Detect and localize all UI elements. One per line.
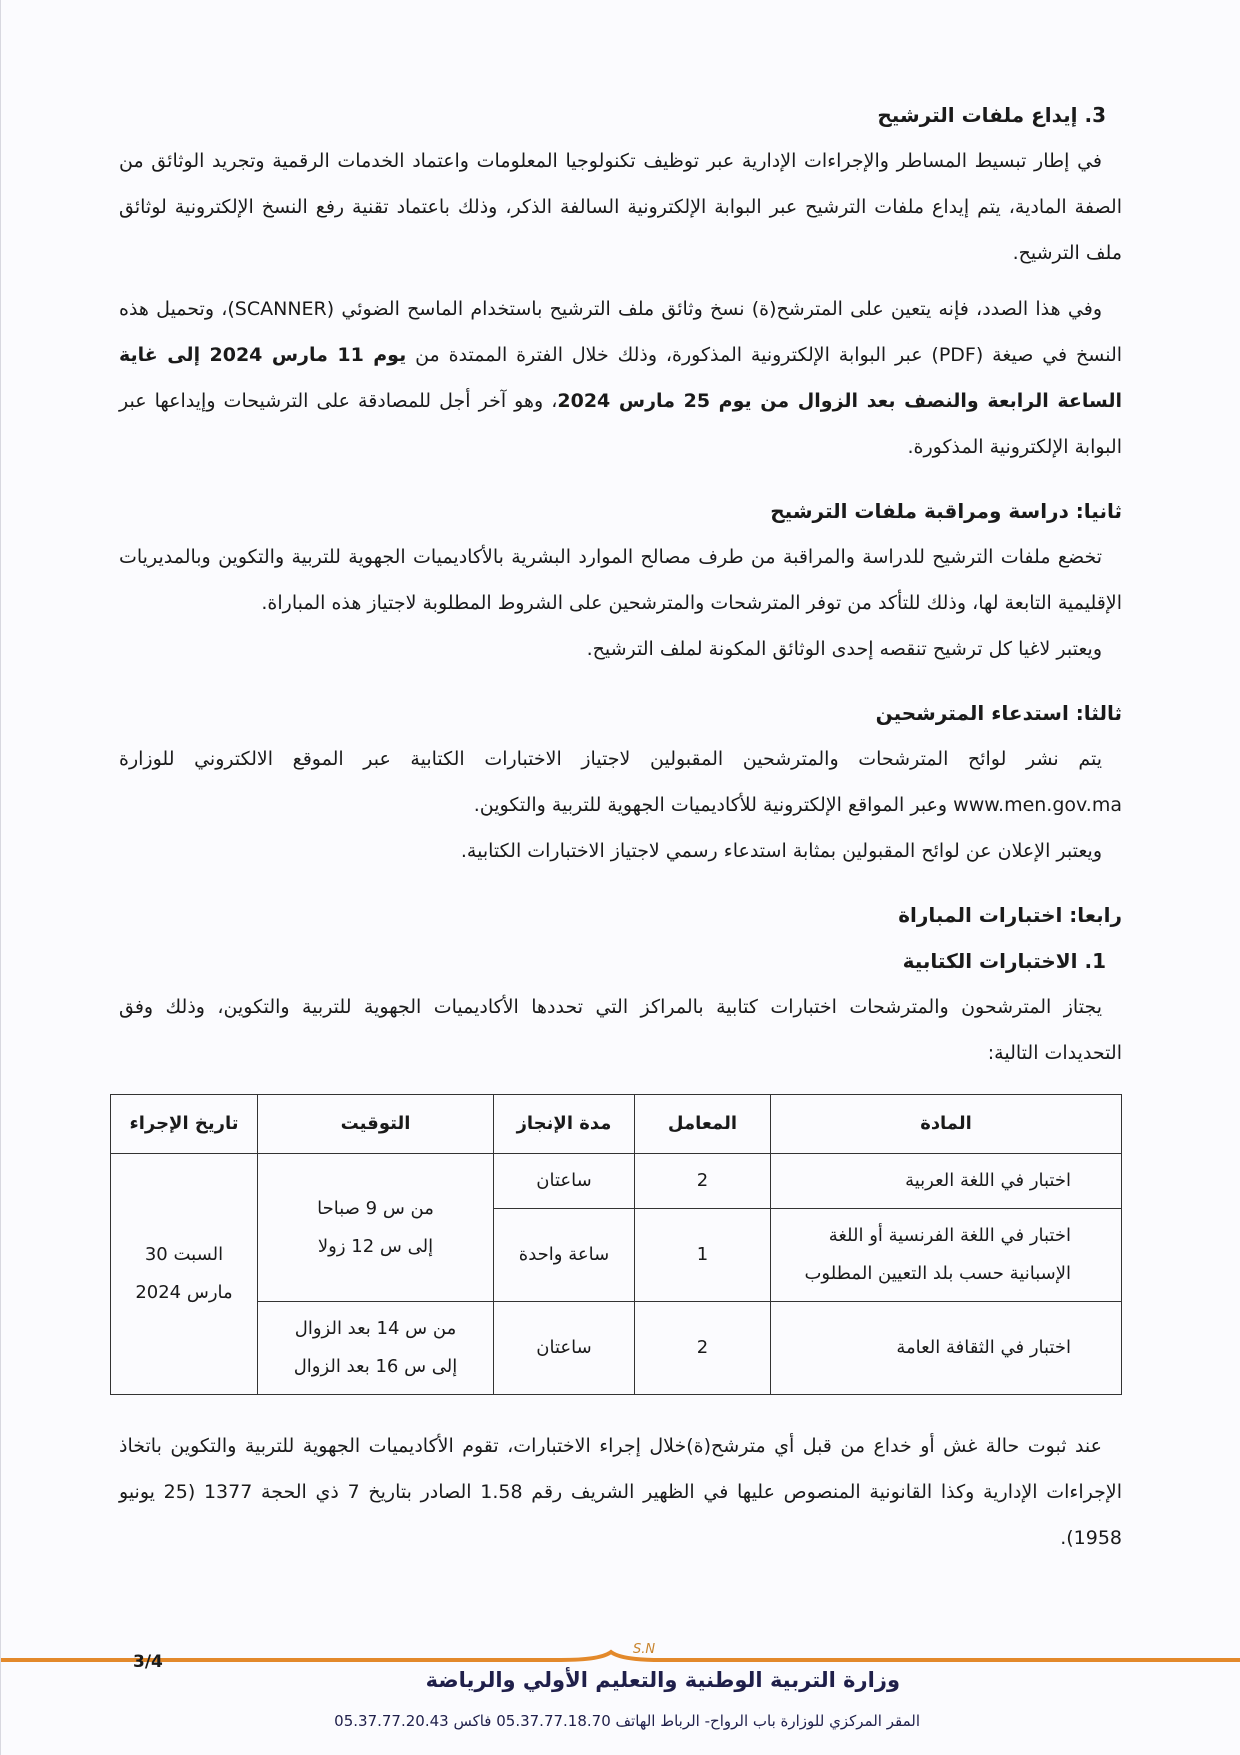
table-row: [111, 1154, 1122, 1209]
section-four-heading: رابعا: اختبارات المباراة: [898, 903, 1122, 927]
cell-coefficient: 2: [635, 1302, 771, 1395]
timing-start: من س 9 صباحا: [317, 1197, 434, 1219]
cell-exam-date: [111, 1154, 258, 1395]
section-3-paragraph-1: في إطار تبسيط المساطر والإجراءات الإدارية عبر توظيف تكنولوجيا المعلومات واعتماد الخدمات الرقمية وتجريد الوثائق من الصفة المادية، يتم إيداع ملفات الترشيح عبر البوابة الإلكترونية السالفة الذكر، وذلك باعتماد تقنية رفع النسخ الإلكترونية لوثائق ملف الترشيح.: [119, 150, 1122, 264]
paragraph-text: ، وهو آخر أجل للمصادقة على الترشيحات وإيداعها عبر البوابة الإلكترونية المذكورة.: [119, 390, 1122, 458]
cell-subject: اختبار في الثقافة العامة: [771, 1302, 1122, 1395]
section-three-paragraph-1: [119, 736, 1122, 828]
cell-timing-afternoon: [258, 1302, 494, 1395]
deadline-bold-text: يوم 11 مارس 2024 إلى غاية الساعة الرابعة والنصف بعد الزوال من يوم 25 مارس 2024: [119, 344, 1122, 412]
header-date: تاريخ الإجراء: [111, 1095, 258, 1154]
cell-coefficient: 2: [635, 1154, 771, 1209]
section-three-heading: ثالثا: استدعاء المترشحين: [875, 701, 1122, 725]
date-line-2: مارس 2024: [135, 1282, 233, 1303]
header-duration: مدة الإنجاز: [494, 1095, 635, 1154]
section-two-paragraph-1: تخضع ملفات الترشيح للدراسة والمراقبة من طرف مصالح الموارد البشرية بالأكاديميات الجهوية للتربية والتكوين وبالمديريات الإقليمية التابعة لها، وذلك للتأكد من توفر المترشحات والمترشحين على الشروط المطلوبة لاجتياز هذه المباراة.: [119, 546, 1122, 614]
signature-initials: S.N: [633, 1642, 656, 1657]
cell-coefficient: 1: [635, 1209, 771, 1302]
footer-decorative-rule: [1, 1648, 1240, 1668]
paragraph-text: وفي هذا الصدد، فإنه يتعين على المترشح(ة) نسخ وثائق ملف الترشيح باستخدام الماسح الضوئي (SCANNER)، وتحميل هذه النسخ في صيغة (PDF) عبر البوابة الإلكترونية المذكورة، وذلك خلال الفترة الممتدة من: [119, 298, 1123, 366]
section-two-paragraph-2: ويعتبر لاغيا كل ترشيح تنقصه إحدى الوثائق المكونة لملف الترشيح.: [586, 638, 1102, 660]
document-body: [119, 92, 1122, 1561]
cell-timing-morning: [258, 1154, 494, 1302]
section-two-heading: ثانيا: دراسة ومراقبة ملفات الترشيح: [770, 499, 1122, 523]
paragraph-text: وعبر المواقع الإلكترونية للأكاديميات الجهوية للتربية والتكوين.: [473, 794, 954, 816]
section-four-paragraph-1: يجتاز المترشحون والمترشحات اختبارات كتابية بالمراكز التي تحددها الأكاديميات الجهوية للتربية والتكوين، وذلك وفق التحديدات التالية:: [119, 996, 1122, 1064]
ministry-website-url: www.men.gov.ma: [953, 794, 1122, 816]
timing-end: إلى س 12 زولا: [317, 1235, 434, 1257]
table-header-row: [111, 1095, 1122, 1154]
cell-duration: ساعتان: [494, 1154, 635, 1209]
written-tests-subheading: 1. الاختبارات الكتابية: [902, 949, 1106, 973]
date-line-1: السبت 30: [144, 1244, 224, 1265]
cell-duration: ساعتان: [494, 1302, 635, 1395]
cell-subject: اختبار في اللغة العربية: [771, 1154, 1122, 1209]
timing-start: من س 14 بعد الزوال: [294, 1318, 457, 1339]
header-timing: التوقيت: [258, 1095, 494, 1154]
exam-schedule-table: [110, 1094, 1122, 1395]
table-row: [111, 1302, 1122, 1395]
timing-end: إلى س 16 بعد الزوال: [293, 1356, 458, 1377]
ministry-address: المقر المركزي للوزارة باب الرواح- الرباط الهاتف 05.37.77.18.70 فاكس 05.37.77.20.43: [334, 1712, 920, 1730]
cell-subject: اختبار في اللغة الفرنسية أو اللغة الإسبانية حسب بلد التعيين المطلوب: [771, 1209, 1122, 1302]
section-3-heading: 3. إيداع ملفات الترشيح: [877, 103, 1106, 127]
ministry-name: وزارة التربية الوطنية والتعليم الأولي والرياضة: [425, 1668, 900, 1692]
header-subject: المادة: [771, 1095, 1122, 1154]
section-3-paragraph-2: [119, 286, 1122, 470]
header-coefficient: المعامل: [635, 1095, 771, 1154]
page-number: 3/4: [133, 1652, 163, 1672]
paragraph-text: يتم نشر لوائح المترشحات والمترشحين المقبولين لاجتياز الاختبارات الكتابية عبر الموقع الالكتروني للوزارة: [119, 748, 1102, 770]
cell-duration: ساعة واحدة: [494, 1209, 635, 1302]
section-three-paragraph-2: ويعتبر الإعلان عن لوائح المقبولين بمثابة استدعاء رسمي لاجتياز الاختبارات الكتابية.: [460, 840, 1102, 862]
closing-paragraph: عند ثبوت حالة غش أو خداع من قبل أي مترشح(ة)خلال إجراء الاختبارات، تقوم الأكاديميات الجهوية للتربية والتكوين باتخاذ الإجراءات الإدارية وكذا القانونية المنصوص عليها في الظهير الشريف رقم 1.58 الصادر بتاريخ 7 ذي الحجة 1377 (25 يونيو 1958).: [119, 1435, 1122, 1549]
